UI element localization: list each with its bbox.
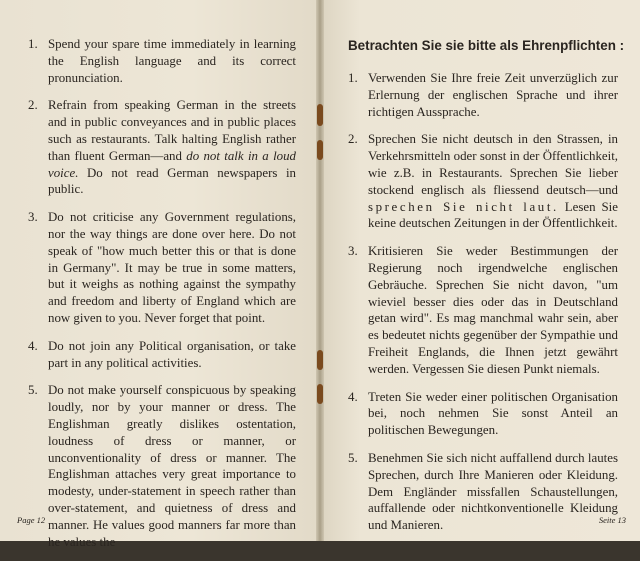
rule-text: Treten Sie weder einer politischen Organisation bei, noch nehmen Sie sonst Anteil an politischen Bewegungen. — [368, 389, 618, 438]
german-rules-list — [348, 70, 618, 545]
rule-4-de — [348, 389, 618, 439]
rule-number: 2. — [348, 132, 358, 147]
english-rules-list — [28, 36, 296, 561]
rule-text: Refrain from speaking German in the streets and in public conveyances and in public places such as restaurants. Talk halting English rather than fluent German—and — [48, 98, 296, 163]
left-page — [0, 0, 318, 549]
rule-number: 3. — [28, 210, 38, 225]
binding-stitch — [317, 104, 323, 126]
binding-stitch — [317, 384, 323, 404]
rule-number: 5. — [28, 383, 38, 398]
rule-3-en — [28, 209, 296, 327]
right-page — [322, 0, 640, 541]
binding-stitch — [317, 350, 323, 370]
rule-number: 2. — [28, 98, 38, 113]
rule-text-continued: Do not read German newspapers in public. — [48, 165, 296, 197]
rule-1-de — [348, 70, 618, 120]
rule-text: Do not criticise any Government regulations, nor the way things are done over here. Do not speak of "how much better this or that is done in Germany". It may be true in some matters, but it weighs as nothing against the sympathy and freedom and liberty of England which are now given to you. Never forget that point. — [48, 210, 296, 325]
rule-text: Kritisieren Sie weder Bestimmungen der Regierung noch irgendwelche englischen Gebräuche. Sprechen Sie nicht davon, "um wieviel besser dies oder das in Deutschland getan wird". Es mag manchmal wahr sein, aber es bedeutet nichts gegenüber der Sympathie und Freiheit Englands, die Ihnen jetzt gewährt werden. Vergessen Sie diesen Punkt niemals. — [368, 244, 618, 376]
rule-2-en — [28, 97, 296, 198]
rule-number: 4. — [348, 389, 358, 404]
rule-text: Spend your spare time immediately in learning the English language and its correct pronunciation. — [48, 37, 296, 85]
rule-number: 5. — [348, 450, 358, 465]
page-number: Page 12 — [17, 515, 46, 525]
page-heading: Betrachten Sie sie bitte als Ehrenpflichten : — [348, 38, 625, 53]
rule-text: Verwenden Sie Ihre freie Zeit unverzüglich zur Erlernung der englischen Sprache und ihrer richtigen Aussprache. — [368, 71, 618, 119]
rule-number: 4. — [28, 338, 38, 353]
rule-3-de — [348, 243, 618, 377]
rule-text: Sprechen Sie nicht deutsch in den Strassen, in Verkehrsmitteln oder sonst in der Öffentlichkeit, wie z.B. in Restaurants. Sprechen Sie lieber stockend englisch als fliessend deutsch—und — [368, 132, 618, 197]
book-gutter — [316, 0, 324, 541]
rule-5-en — [28, 382, 296, 550]
rule-text: Do not join any Political organisation, or take part in any political activities. — [48, 338, 296, 370]
rule-2-de — [348, 131, 618, 232]
rule-1-en — [28, 36, 296, 86]
rule-5-de — [348, 450, 618, 534]
rule-text-continued: Lesen Sie keine deutschen Zeitungen in der Öffentlichkeit. — [368, 199, 618, 231]
rule-number: 1. — [348, 71, 358, 85]
page-number: Seite 13 — [598, 515, 626, 525]
rule-4-en — [28, 338, 296, 372]
rule-text: Do not make yourself conspicuous by speaking loudly, nor by your manner or dress. The Englishman greatly dislikes ostentation, loudness of dress or manner, or unconventionality of dress or manner. The Englishman attaches very great importance to modesty, under-statement in speech rather than over-statement, and quietness of dress and manner. He values good manners far more than he values the — [48, 383, 296, 549]
rule-number: 1. — [28, 37, 38, 51]
binding-stitch — [317, 140, 323, 160]
rule-emphasis: sprechen Sie nicht laut. — [368, 199, 559, 214]
rule-text: Benehmen Sie sich nicht auffallend durch lautes Sprechen, durch Ihre Manieren oder Kleidung. Dem Engländer missfallen Schaustellungen, auffallende oder nichtkonventionelle Kleidung und Manieren. — [368, 450, 618, 533]
rule-number: 3. — [348, 244, 358, 259]
rule-emphasis: do not talk in a loud voice. — [48, 148, 296, 180]
